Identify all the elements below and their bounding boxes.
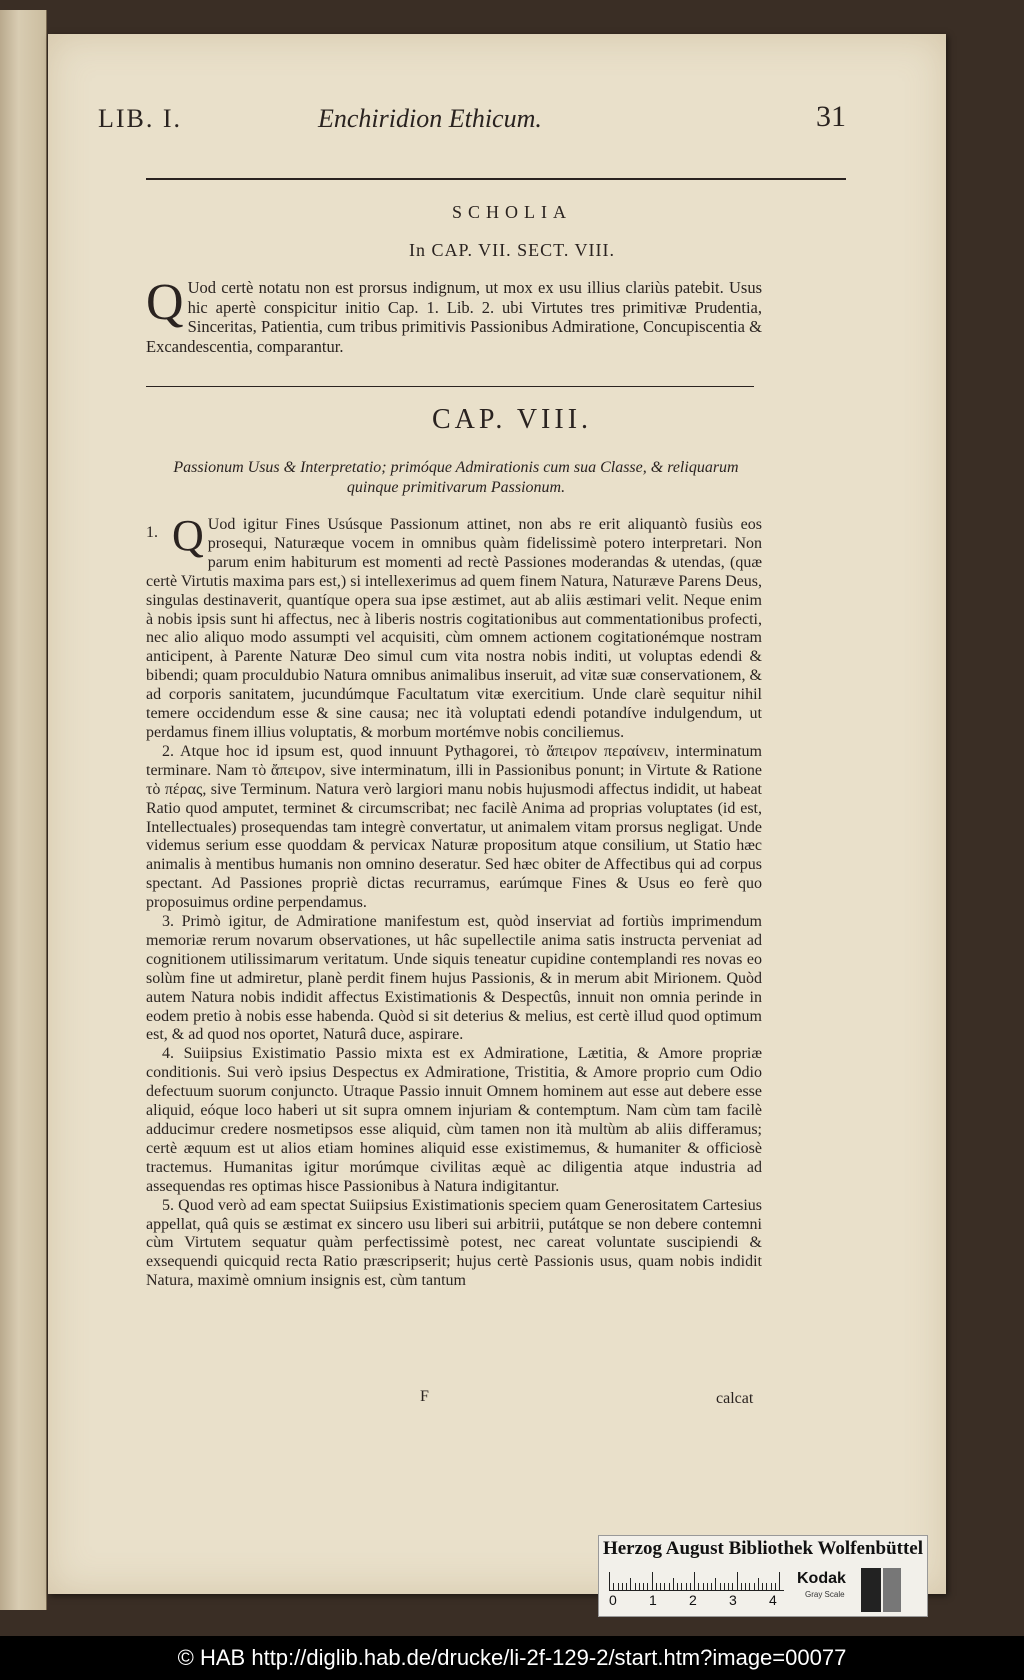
ruler-digit: 0 — [609, 1592, 617, 1608]
page-number: 31 — [816, 100, 846, 133]
gray-patch-dark — [861, 1568, 881, 1612]
paragraph-1-text: Uod igitur Fines Usúsque Passionum attinet, non abs re erit aliquantò fusiùs eos prosequi, Naturæque vocem in omnibus quàm fidelissimè potero interpretari. Non parum enim habiturum est momenti ad rectè Passiones moderandas & utendas, (quæ certè Virtutis maxima pars est,) si intellexerimus ad quem finem Natura, Naturæve Parens Deus, singulas destinaverit, quantíque opera sua ipse æstimet, aut ab aliis æstimari velit. Neque enim à nobis ipsis sunt hi affectus, nec à liberis nostris cogitationibus aut commentationibus profecti, nec alio aliquo modo assumpti vel acquisiti, cùm omnem actionem cogitationémque nostram anticipent, à Parente Naturæ Deo simul cum vita nostra nobis inditi, ut voluptas edendi & bibendi; quam proculdubio Natura omnibus animalibus inseruit, ad vitæ suæ conservationem, & ad corporis sanitatem, jucundúmque Facultatum vitæ exercitium. Unde clarè sequitur nihil temere occidendum esse & sine causa; nec ità voluptati edendi potandíve indulgendum, ut perdamus finem illius voluptatis, & morbum mortémve nobis conciliemus. — [146, 516, 762, 741]
ruler-tick — [741, 1583, 742, 1590]
chapter-title: CAP. VIII. — [431, 404, 593, 435]
library-color-target — [598, 1535, 928, 1617]
section-rule — [146, 386, 754, 387]
ruler-tick — [673, 1578, 674, 1590]
ruler-tick — [771, 1583, 772, 1590]
ruler-digit: 3 — [729, 1592, 737, 1608]
scholia-paragraph: Uod certè notatu non est prorsus indignum, ut mox ex usu illius clariùs patebit. Usus hic apertè conspicitur initio Cap. 1. Lib. 2. ubi Virtutes tres primitivæ Prudentia, Sinceritas, Patientia, cum tribus primitivis Passionibus Admiratione, Concupiscentia & Excandescentia, comparantur. — [146, 278, 762, 356]
ruler-tick — [618, 1583, 619, 1590]
ruler-tick — [749, 1583, 750, 1590]
running-header-book: LIB. I. — [98, 104, 183, 133]
ruler-tick — [758, 1578, 759, 1590]
ruler-tick — [707, 1583, 708, 1590]
ruler-tick — [720, 1583, 721, 1590]
ruler-tick — [630, 1578, 631, 1590]
scholia-subtitle: In CAP. VII. SECT. VIII. — [408, 240, 615, 260]
ruler-tick — [737, 1572, 738, 1590]
ruler-tick — [715, 1578, 716, 1590]
ruler-tick — [681, 1583, 682, 1590]
ruler-tick — [660, 1583, 661, 1590]
ruler-tick — [775, 1583, 776, 1590]
running-header — [98, 100, 846, 140]
ruler-digit: 1 — [649, 1592, 657, 1608]
paragraph-4: 4. Suiipsius Existimatio Passio mixta est ex Admiratione, Lætitia, & Amore propriæ conditionis. Sui verò ipsius Despectus ex Admiratione, Tristitia, & Amore proprio cum Odio defectuum suorum conjuncto. Utraque Passio innuit Omnem hominem aut esse aut debere esse aliquid, eóque loco haberi ut sit supra omnem injuriam & contemptum. Nam cùm tam facilè adducimur credere nosmetipsos esse aliquid, cùm tamen non ità multùm ab aliis differamus; certè æquum est ut alios etiam homines aliquid esse existimemus, & humaniter & officiosè tractemus. Humanitas igitur morúmque civilitas æquè ac diligentia atque industria ad assequendas res optimas hisce Passionibus à Natura indigitantur. — [146, 1045, 762, 1195]
ruler-tick — [728, 1583, 729, 1590]
ruler-tick — [652, 1572, 653, 1590]
ruler-digit: 2 — [689, 1592, 697, 1608]
ruler-tick — [724, 1583, 725, 1590]
scholia-text — [146, 274, 762, 356]
gray-scale-label: Gray Scale — [805, 1590, 845, 1599]
ruler-tick — [686, 1583, 687, 1590]
paragraph-5: 5. Quod verò ad eam spectat Suiipsius Existimationis speciem quam Generositatem Cartesius appellat, quâ quis se æstimat ex sincero usu liberi sui arbitrii, putátque se non debere contemni cùm Virtutem sequatur quàm perfectissimè potest, nec careat voluntate suscipiendi & exsequendi quicquid recta Ratio præscripserit; hujus certè Passionis usus, quam nobis indidit Natura, maximè omnium insignis est, cùm tantum — [146, 1196, 762, 1290]
ruler-digit: 4 — [769, 1592, 777, 1608]
kodak-logo: Kodak — [797, 1570, 846, 1587]
ruler-tick — [690, 1583, 691, 1590]
ruler-tick — [762, 1583, 763, 1590]
ruler-tick — [664, 1583, 665, 1590]
running-header-title: Enchiridion Ethicum. — [318, 104, 542, 133]
paragraph-1 — [146, 511, 762, 743]
header-rule — [146, 178, 846, 180]
paragraph-2: 2. Atque hoc id ipsum est, quod innuunt Pythagorei, τὸ ἄπειρον περαίνειν, interminatum terminare. Nam τὸ ἄπειρον, sive interminatum, illi in Passionibus ponunt; in Virtute & Ratione τὸ πέρας, sive Terminum. Natura verò largiori manu nobis hujusmodi affectus indidit, ut habeat Ratio quod amputet, terminet & circumscribat; nec facilè Anima ad proprias voluptates (id est, Intellectuales) prosequendas tam integrè convertatur, ut animalem vitam prorsus negligat. Unde videmus serium esse quoddam & pervicax Naturæ propositum atque consilium, ut Statio hæc animalis à mentibus humanis non omnino deseratur. Sed hæc obiter de Affectibus qui ad corpus spectant. Ad Passiones propriè dictas recurramus, earúmque Fines & Usus eo ferè quo proposuimus ordine perpendamus. — [146, 742, 762, 912]
ruler-tick — [626, 1583, 627, 1590]
ruler-tick — [698, 1583, 699, 1590]
institution-label: Herzog August Bibliothek Wolfenbüttel — [602, 1538, 924, 1559]
scholia-dropcap: Q — [146, 274, 184, 331]
ruler-tick — [754, 1583, 755, 1590]
copyright-footer: © HAB http://diglib.hab.de/drucke/li-2f-129-2/start.htm?image=00077 — [0, 1636, 1024, 1680]
ruler-tick — [703, 1583, 704, 1590]
ruler-tick — [766, 1583, 767, 1590]
gray-patch-mid — [883, 1568, 901, 1612]
ruler-tick — [732, 1583, 733, 1590]
ruler-tick — [609, 1572, 610, 1590]
paragraph-1-dropcap: Q — [172, 511, 204, 560]
ruler-tick — [669, 1583, 670, 1590]
ruler-tick — [635, 1583, 636, 1590]
ruler-tick — [639, 1583, 640, 1590]
ruler-tick — [656, 1583, 657, 1590]
ruler-tick — [745, 1583, 746, 1590]
paragraph-3: 3. Primò igitur, de Admiratione manifestum est, quòd inserviat ad fortiùs imprimendum memoriæ rerum novarum observationes, ut hâc supellectile anima satis instructa perveniat ad cognitionem utilissimarum veritatum. Unde siquis teneatur cupidine contemplandi res novas eo solùm fine ut admiretur, planè perdit finem hujus Passionis, & in merum abit Mirionem. Quòd autem Natura nobis indidit affectus Existimationis & Despectûs, innuit non omnia perinde in eodem pretio à nobis esse habenda. Quòd si sit deterius & melius, est certè illud quod optimum est, & ad quod nos oportet, Naturâ duce, aspirare. — [146, 913, 762, 1044]
ruler-tick — [711, 1583, 712, 1590]
ruler-tick — [694, 1572, 695, 1590]
catchword: calcat — [716, 1390, 754, 1407]
chapter-body — [146, 511, 762, 1291]
ruler-tick — [677, 1583, 678, 1590]
scholia-title: SCHOLIA — [451, 202, 572, 222]
ruler-tick — [643, 1583, 644, 1590]
ruler-tick — [622, 1583, 623, 1590]
ruler-tick — [613, 1583, 614, 1590]
ruler-tick — [779, 1572, 780, 1590]
scale-ruler — [609, 1570, 784, 1591]
ruler-tick — [647, 1583, 648, 1590]
chapter-subtitle: Passionum Usus & Interpretatio; primóque Admirationis cum sua Classe, & reliquarum quinque primitivarum Passionum. — [173, 459, 739, 496]
signature-mark: F — [420, 1388, 429, 1405]
paragraph-1-number: 1. — [146, 524, 158, 541]
